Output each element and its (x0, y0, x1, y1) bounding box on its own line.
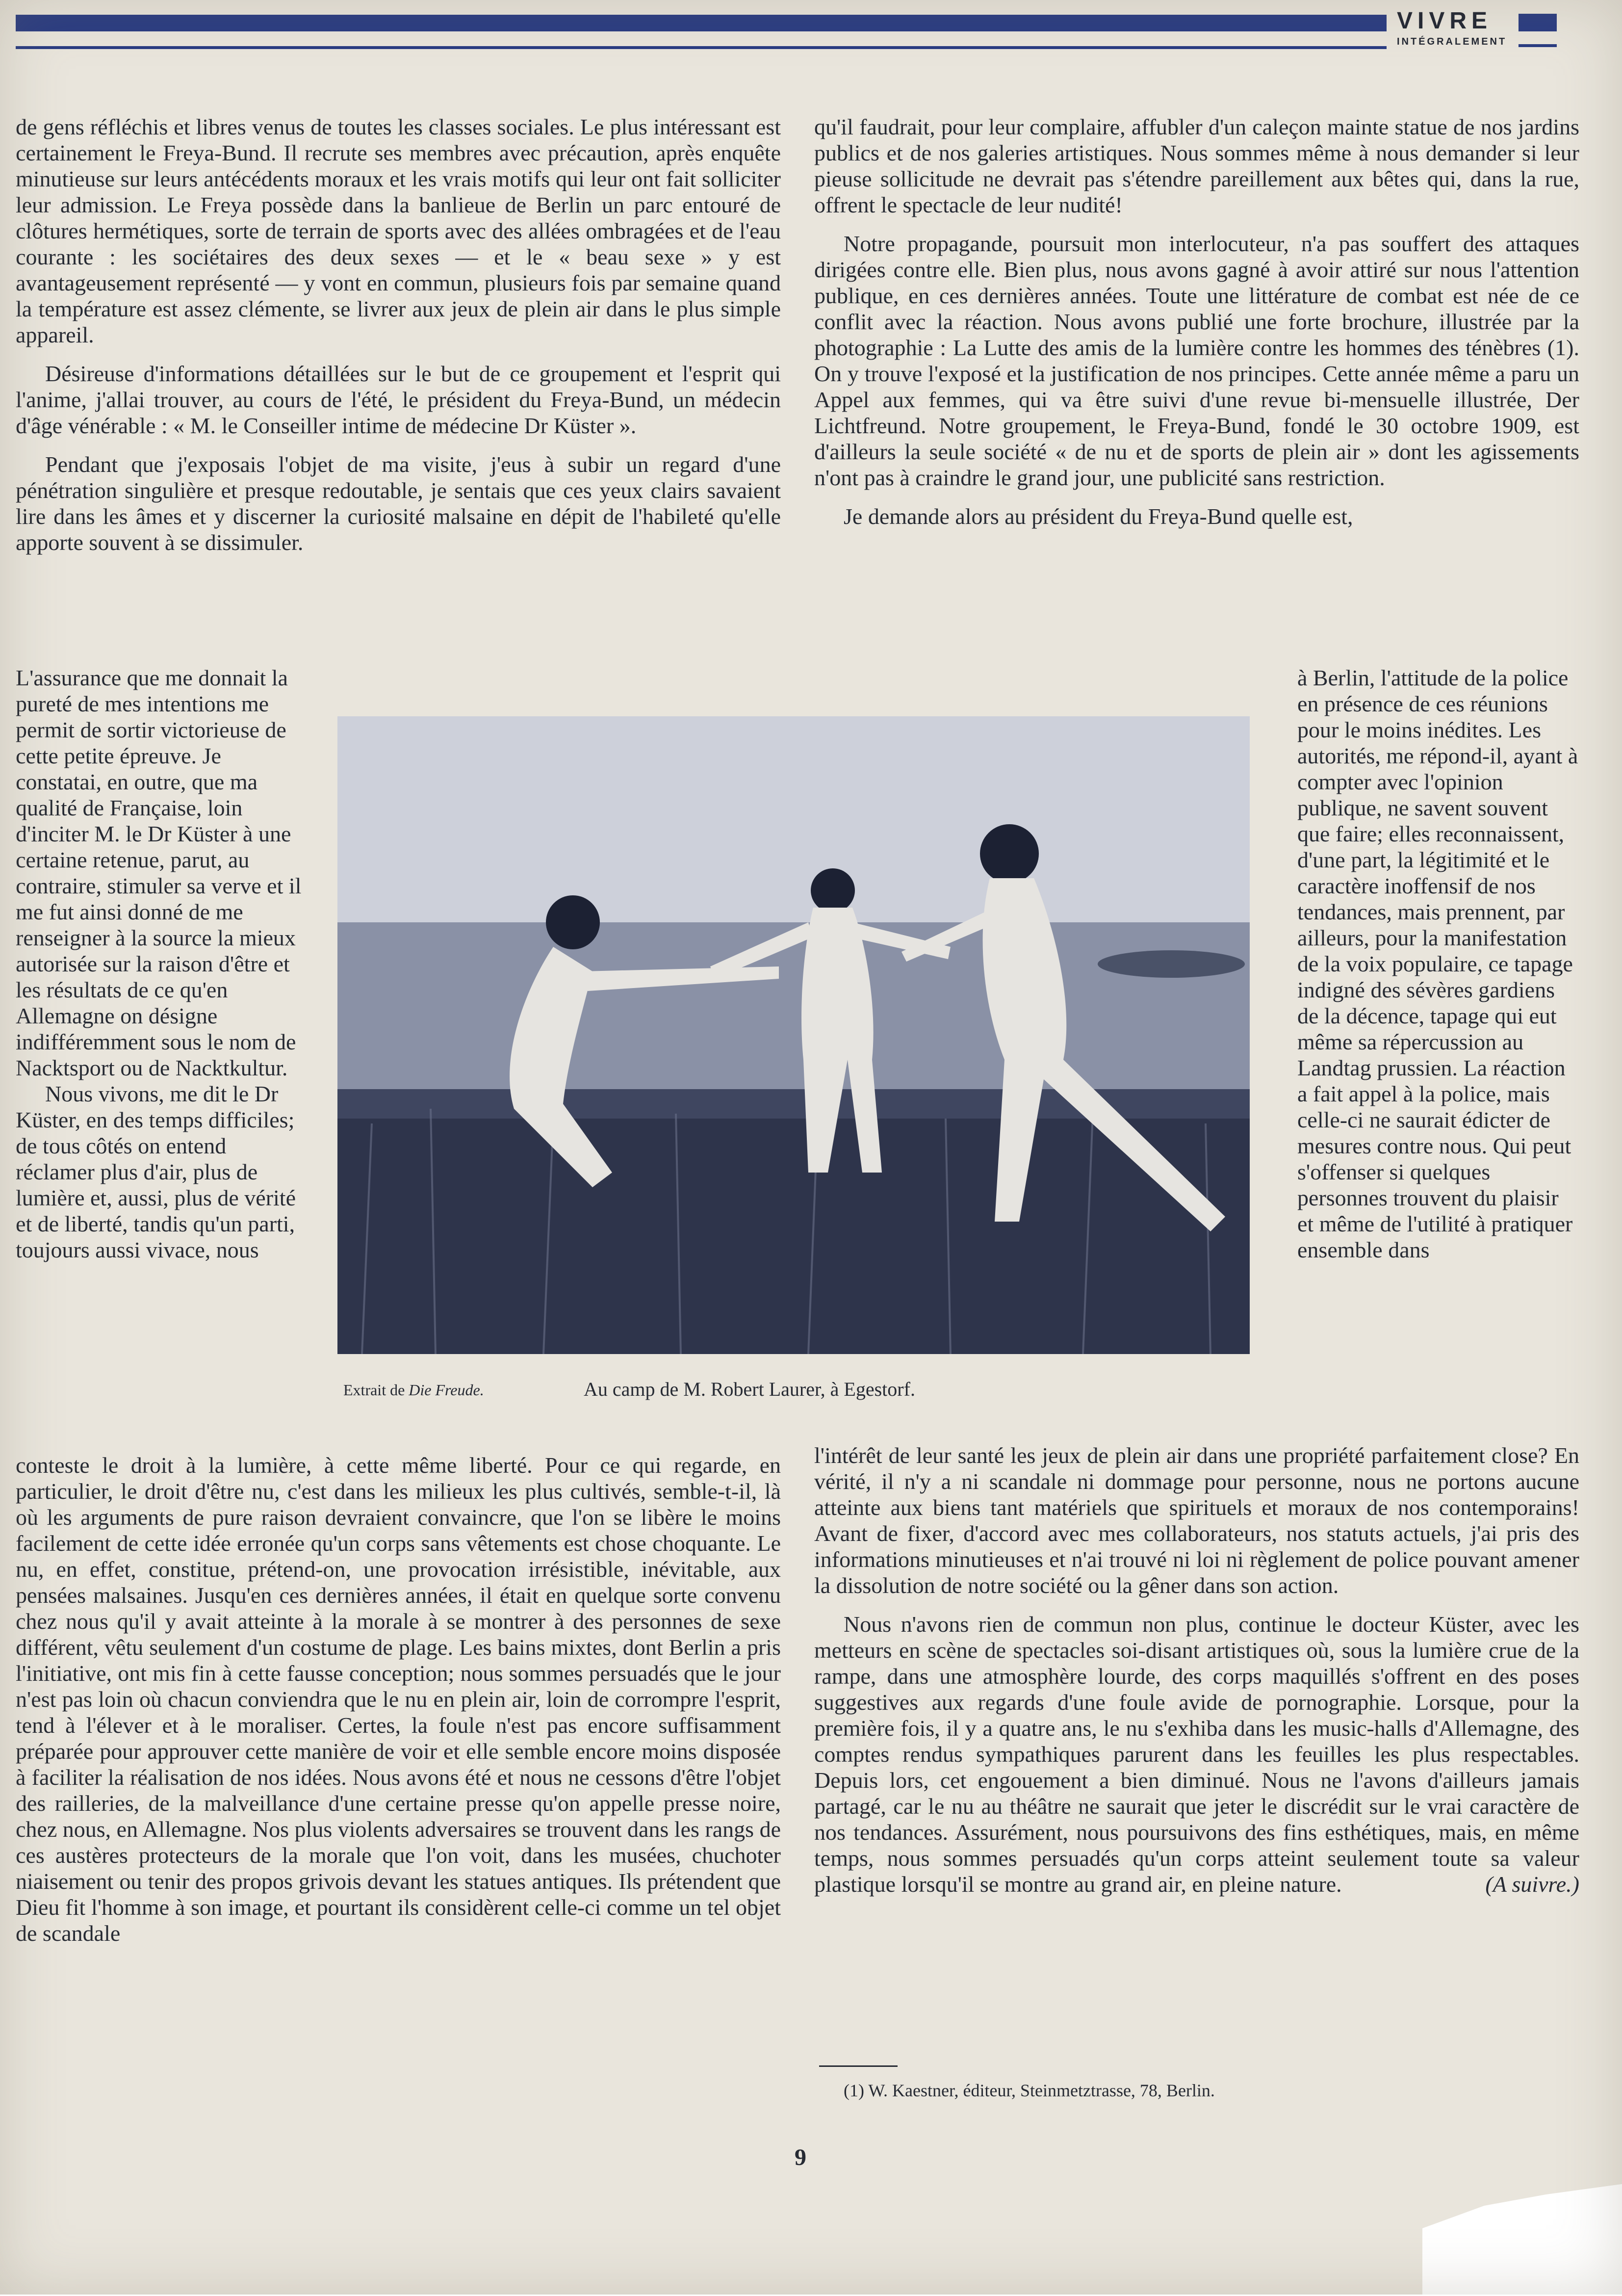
left-wrap-text (16, 665, 305, 1263)
masthead-bar (1519, 14, 1557, 31)
right-column (814, 114, 1579, 529)
paragraph: Je demande alors au président du Freya-Bund quelle est, (844, 504, 1353, 529)
masthead-title: VIVRE (1397, 8, 1493, 34)
header-rule-thick (16, 15, 1387, 31)
left-column (16, 114, 781, 555)
paragraph: à Berlin, l'attitude de la police en présence de ces réunions pour le moins inédites. Les autorités, me répond-il, ayant à compter avec l'opinion publique, ne savent souvent que faire; elles reconnaissent, d'une part, la légitimité et le caractère inoffensif de nos tendances, mais prennent, par ailleurs, pour la manifestation de la voix populaire, ce tapage indigné des sévères gardiens de la décence, tapage qui eut même sa répercussion au Landtag prussien. La réaction a fait appel à la police, mais celle-ci ne saurait édicter de mesures contre nous. Qui peut s'offenser si quelques personnes trouvent du plaisir et même de l'utilité à pratiquer ensemble dans (1297, 665, 1578, 1262)
paragraph-text: Nous n'avons rien de commun non plus, continue le docteur Küster, avec les metteurs en scène de spectacles soi-disant artistiques où, sous la lumière crue de la rampe, dans une atmosphère lourde, des corps maquillés s'offrent en des poses suggestives aux regards d'une foule avide de pornographie. Lorsque, pour la première fois, il y a quatre ans, le nu s'exhiba dans les music-halls d'Allemagne, des comptes rendus sympathiques parurent dans les feuilles les plus respectables. Depuis lors, cet engouement a bien diminué. Nous ne l'avons d'ailleurs jamais partagé, car le nu au théâtre ne saurait que jeter le discrédit sur le vrai caractère de nos tendances. Assurément, nous poursuivons des fins esthétiques, mais, en même temps, nous sommes persuadés qu'un corps atteint seulement toute sa valeur plastique lorsqu'il se montre au grand air, en pleine nature. (814, 1612, 1579, 1897)
footnote-rule (819, 2065, 898, 2067)
paragraph: Nous vivons, me dit le Dr Küster, en des temps difficiles; de tous côtés on entend réclamer plus d'air, plus de lumière et, aussi, plus de vérité et de liberté, tandis qu'un parti, toujours aussi vivace, nous (16, 1081, 296, 1262)
photograph-illustration (337, 716, 1250, 1354)
masthead-subbar (1519, 44, 1557, 47)
photograph (337, 716, 1250, 1354)
photo-credit-source: Die Freude. (409, 1381, 484, 1399)
right-wrap-text (1297, 665, 1579, 1263)
paragraph: Notre propagande, poursuit mon interlocuteur, n'a pas souffert des attaques dirigées contre elle. Bien plus, nous avons gagné à avoir attiré sur nous l'attention publique, en ces dernières années. Toute une littérature de combat est née de ce conflit avec la réaction. Nous avons publié une forte brochure, illustrée par la photographie : La Lutte des amis de la lumière contre les hommes des ténèbres (1). On y trouve l'exposé et la justification de nos principes. Cette année même a paru un Appel aux femmes, qui va être suivi d'une revue bi-mensuelle illustrée, Der Lichtfreund. Notre groupement, le Freya-Bund, fondé le 30 octobre 1909, est d'ailleurs la seule société « de nu et de sports de plein air » dont les agissements n'ont pas à craindre le grand jour, une publicité sans restriction. (814, 231, 1579, 490)
paragraph: conteste le droit à la lumière, à cette même liberté. Pour ce qui regarde, en particulier, le droit d'être nu, c'est dans les milieux les plus cultivés, semble-t-il, là où les arguments de pure raison devraient convaincre, que l'on se libère le moins facilement de cette idée erronée qu'un corps sans vêtements est chose choquante. Le nu, en effet, constitue, prétend-on, une provocation irrésistible, inévitable, aux pensées malsaines. Jusqu'en ces dernières années, il était en quelque sorte convenu chez nous qu'il y avait atteinte à la morale à se montrer à des personnes de sexe différent, vêtu seulement d'un costume de plage. Les bains mixtes, dont Berlin a pris l'initiative, ont mis fin à cette fausse conception; nous sommes persuadés que le jour n'est pas loin où chacun conviendra que le nu en plein air, loin de corrompre l'esprit, tend à l'élever et à le moraliser. Certes, la foule n'est pas encore suffisamment préparée pour approuver cette manière de voir et elle semble encore moins disposée à faciliter la réalisation de nos idées. Nous avons été et nous ne cessons d'être l'objet des railleries, de la malveillance d'une certaine presse qu'on appelle presse noire, chez nous, en Allemagne. Nos plus violents adversaires se trouvent dans les rangs de ces austères protecteurs de la morale que l'on voit, dans les musées, chuchoter niaisement ou tenir des propos grivois devant les statues antiques. Ils prétendent que Dieu fit l'homme à son image, et pourtant ils considèrent celle-ci comme un tel objet de scandale (16, 1453, 781, 1946)
paragraph: qu'il faudrait, pour leur complaire, affubler d'un caleçon mainte statue de nos jardins publics et de nos galeries artistiques. Nous sommes même à nous demander si leur pieuse sollicitude ne devrait pas s'étendre pareillement aux bêtes qui, dans la rue, offrent le spectacle de leur nudité! (814, 114, 1579, 217)
right-column-bottom (814, 1442, 1579, 1897)
paragraph: Désireuse d'informations détaillées sur le but de ce groupement et l'esprit qui l'anime, j'allai trouver, au cours de l'été, le président du Freya-Bund, un médecin d'âge vénérable : « M. le Conseiller intime de médecine Dr Küster ». (16, 361, 781, 438)
to-be-continued: (A suivre.) (1485, 1872, 1579, 1897)
photo-credit (343, 1381, 484, 1399)
header-rule-thin (16, 46, 1387, 49)
paragraph (814, 1611, 1579, 1897)
left-column-bottom (16, 1452, 781, 1946)
paragraph: Pendant que j'exposais l'objet de ma visite, j'eus à subir un regard d'une pénétration singulière et presque redoutable, je sentais que ces yeux clairs savaient lire dans les âmes et y discerner la curiosité malsaine en dépit de l'habileté qu'elle apporte souvent à se dissimuler. (16, 452, 781, 555)
paragraph: L'assurance que me donnait la pureté de mes intentions me permit de sortir victorieuse de cette petite épreuve. Je constatai, en outre, que ma qualité de Française, loin d'inciter M. le Dr Küster à une certaine retenue, parut, au contraire, stimuler sa verve et il me fut ainsi donné de me renseigner à la source la mieux autorisée sur la raison d'être et les résultats de ce qu'en Allemagne on désigne indifféremment sous le nom de Nacktsport ou de Nacktkultur. (16, 665, 302, 1080)
page-number: 9 (795, 2144, 806, 2170)
footnote: (1) W. Kaestner, éditeur, Steinmetztrasse, 78, Berlin. (844, 2081, 1215, 2100)
masthead (1397, 9, 1544, 48)
torn-corner (1422, 2183, 1622, 2296)
paragraph: de gens réfléchis et libres venus de toutes les classes sociales. Le plus intéressant est certainement le Freya-Bund. Il recrute ses membres avec précaution, après enquête minutieuse sur leurs antécédents moraux et les vrais motifs qui leur ont fait solliciter leur admission. Le Freya possède dans la banlieue de Berlin un parc entouré de clôtures hermétiques, sorte de terrain de sports avec des allées ombragées et de l'eau courante : les sociétaires des deux sexes — et le « beau sexe » y est avantageusement représenté — y vont en commun, plusieurs fois par semaine quand la température est assez clémente, se livrer aux jeux de plein air dans le plus simple appareil. (16, 114, 781, 347)
masthead-subtitle: INTÉGRALEMENT (1397, 36, 1507, 47)
photo-credit-prefix: Extrait de (343, 1381, 405, 1399)
photo-caption: Au camp de M. Robert Laurer, à Egestorf. (584, 1378, 915, 1400)
paragraph: l'intérêt de leur santé les jeux de plein air dans une propriété parfaitement close? En vérité, il n'y a ni scandale ni dommage pour personne, nous ne portons aucune atteinte aux biens tant matériels que spirituels et moraux de nos contemporains! Avant de fixer, d'accord avec mes collaborateurs, nos statuts actuels, j'ai pris des informations minutieuses et n'ai trouvé ni loi ni règlement de police pouvant amener la dissolution de notre société ou la gêner dans son action. (814, 1443, 1579, 1598)
